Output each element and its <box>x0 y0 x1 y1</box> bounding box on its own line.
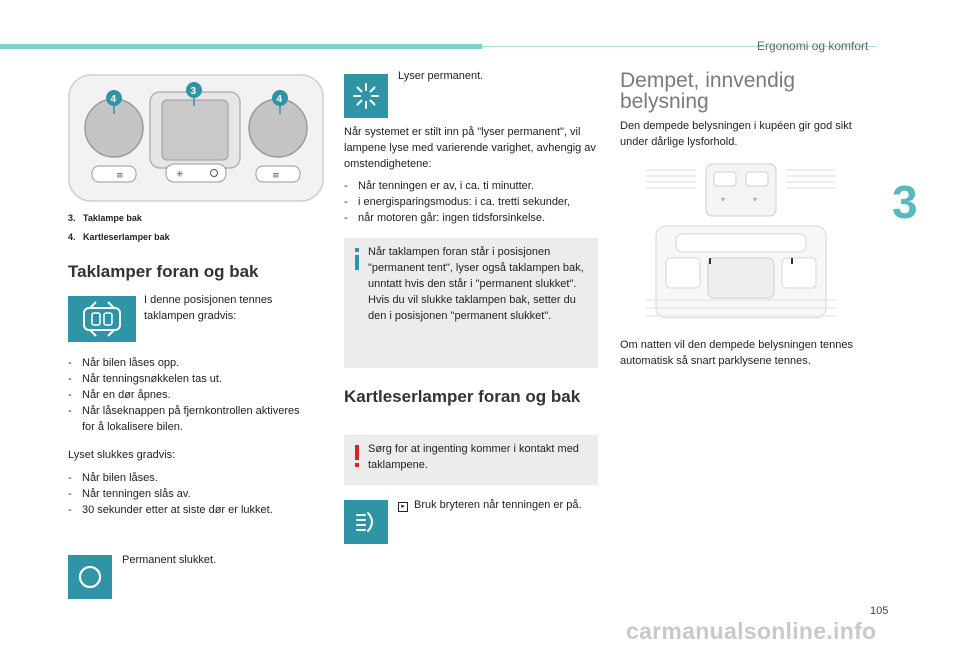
caption-4: 4. Kartleserlamper bak <box>68 232 170 242</box>
info-icon <box>353 248 361 270</box>
lights-off-intro: Lyset slukkes gradvis: <box>68 449 176 461</box>
warning-note <box>344 435 598 485</box>
heading-ambient-lighting: Dempet, innvendig belysning <box>620 69 796 113</box>
right-map-lamp-lens <box>249 99 307 157</box>
lights-on-list <box>68 355 308 435</box>
lights-off-list <box>68 470 318 518</box>
switch-text: ▸ Bruk bryteren når tenningen er på. <box>398 497 588 513</box>
svg-text:4: 4 <box>276 94 283 105</box>
map-lamp-icon <box>344 500 388 544</box>
list-item: - Når låseknappen på fjernkontrollen aktiveres for å lokalisere bilen. <box>68 403 308 435</box>
off-circle-icon <box>68 555 112 599</box>
rear-roof-lamp-lens <box>162 100 228 160</box>
list-item: - i energisparingsmodus: i ca. tretti sekunder, <box>344 194 602 210</box>
ambient-intro: Den dempede belysningen i kupéen gir god sikt under dårlige lysforhold. <box>620 120 852 148</box>
door-mode-icon-box <box>68 296 136 342</box>
bullet-arrow-icon: ▸ <box>398 502 408 512</box>
section-title: Ergonomi og komfort <box>757 39 869 53</box>
svg-text:▾: ▾ <box>753 195 758 204</box>
door-mode-text: I denne posisjonen tennes taklampen gradvis: <box>144 294 273 322</box>
heading-roof-lamps: Taklamper foran og bak <box>68 262 259 281</box>
list-item: - Når bilen låses. <box>68 470 318 486</box>
svg-text:3: 3 <box>190 86 197 97</box>
map-lamp-icon-box <box>344 500 388 544</box>
list-item: - Når en dør åpnes. <box>68 387 308 403</box>
svg-text:4: 4 <box>110 94 117 105</box>
list-item: - Når tenningen slås av. <box>68 486 318 502</box>
list-item: - Når tenningen er av, i ca. ti minutter. <box>344 178 602 194</box>
svg-text:≡: ≡ <box>272 171 280 181</box>
car-door-icon <box>68 296 136 342</box>
caption-3: 3. Taklampe bak <box>68 213 142 223</box>
info-note <box>344 238 598 368</box>
svg-text:▾: ▾ <box>721 195 726 204</box>
watermark: carmanualsonline.info <box>626 618 877 644</box>
list-item: - når motoren går: ingen tidsforsinkelse. <box>344 210 602 226</box>
list-item: - Når tenningsnøkkelen tas ut. <box>68 371 308 387</box>
svg-text:≡: ≡ <box>116 171 124 181</box>
chapter-number: 3 <box>892 176 918 228</box>
ambient-night-text: Om natten vil den dempede belysningen tennes automatisk så snart parklysene tennes. <box>620 339 853 367</box>
heading-map-lamps: Kartleserlamper foran og bak <box>344 387 581 406</box>
svg-text:✳: ✳ <box>176 170 184 180</box>
permanent-text: Når systemet er stilt inn på "lyser permanent", vil lampene lyse med varierende varighet, avhengig av omstendighetene: <box>344 126 596 170</box>
lamp-on-icon <box>344 74 388 118</box>
off-mode-text: Permanent slukket. <box>122 554 217 566</box>
warning-note-text: Sørg for at ingenting kommer i kontakt med taklampene. <box>368 443 579 471</box>
off-mode-icon-box <box>68 555 112 599</box>
list-item: - 30 sekunder etter at siste dør er lukket. <box>68 502 318 518</box>
left-map-lamp-switch <box>92 166 136 182</box>
on-mode-text: Lyser permanent. <box>398 70 484 82</box>
list-item: - Når bilen låses opp. <box>68 355 308 371</box>
ambient-lighting-illustration <box>636 160 846 328</box>
page-number: 105 <box>870 605 889 617</box>
roof-lamp-diagram <box>68 74 324 202</box>
header-accent-bar <box>0 44 482 49</box>
info-note-text: Når taklampen foran står i posisjonen "permanent tent", lyser også taklampen bak, unntatt hvis den står i "permanent slukket". Hvis du vil slukke taklampen bak, setter du den i posisjonen "permanent slukket". <box>368 246 584 322</box>
on-mode-icon-box <box>344 74 388 118</box>
permanent-list <box>344 178 602 226</box>
warning-icon <box>353 445 361 467</box>
